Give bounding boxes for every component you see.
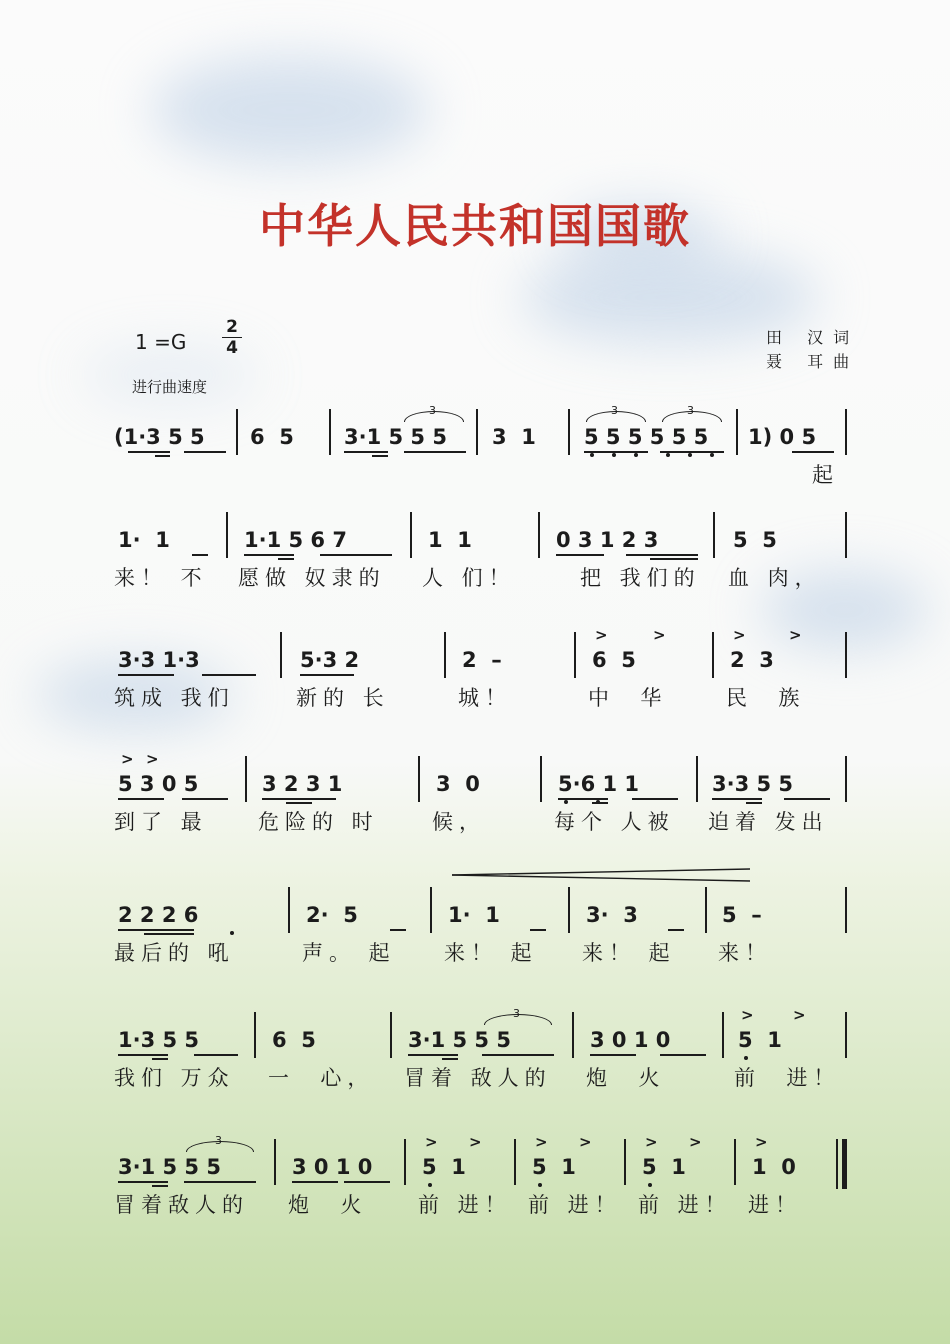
bar-line	[696, 756, 698, 802]
lyric-text: 血 肉，	[728, 566, 822, 590]
beam-underline	[144, 933, 194, 935]
measure-notes: 5 1	[422, 1155, 466, 1179]
measure-notes: 1· 1	[448, 903, 500, 927]
beam-underline	[118, 1181, 168, 1183]
measure-notes: 3 0 1 0	[590, 1028, 671, 1052]
accent-mark: >	[469, 1133, 482, 1151]
lyric-text: 来！	[718, 941, 772, 965]
lyric-text: 冒着 敌人的	[404, 1066, 552, 1090]
accent-mark: >	[689, 1133, 702, 1151]
octave-dot	[612, 453, 616, 457]
triplet-number: 3	[687, 404, 694, 417]
bar-line	[430, 887, 432, 933]
beam-underline	[746, 802, 762, 804]
bar-line	[280, 632, 282, 678]
measure-notes: 5 1	[532, 1155, 576, 1179]
octave-dot	[648, 1183, 652, 1187]
lyric-text: 来！ 起	[444, 941, 538, 965]
measure-notes: 2 3	[730, 648, 774, 672]
beam-underline	[442, 1058, 458, 1060]
beam-underline	[182, 798, 228, 800]
beam-underline	[244, 554, 294, 556]
final-bar-line	[842, 1139, 847, 1189]
time-signature-top: 2	[226, 317, 238, 337]
measure-notes: 3·1 5 5 5	[408, 1028, 511, 1052]
beam-underline	[118, 929, 194, 931]
bar-line	[288, 887, 290, 933]
measure-notes: 5·6 1 1	[558, 772, 640, 796]
beam-underline	[152, 1185, 168, 1187]
beam-underline	[404, 451, 466, 453]
triplet-number: 3	[611, 404, 618, 417]
song-title: 中华人民共和国国歌	[259, 199, 691, 253]
beam-underline	[372, 455, 388, 457]
measure-notes: 3 0	[436, 772, 480, 796]
beam-underline	[128, 451, 170, 453]
triplet-number: 3	[513, 1007, 520, 1020]
bar-line	[845, 887, 847, 933]
beam-underline	[660, 451, 724, 453]
beam-underline	[278, 558, 294, 560]
bar-line	[705, 887, 707, 933]
measure-notes: 3 2 3 1	[262, 772, 343, 796]
bar-line	[514, 1139, 516, 1185]
bar-line	[624, 1139, 626, 1185]
measure-notes: 2 2 2 6	[118, 903, 199, 927]
beam-underline	[632, 798, 678, 800]
beam-underline	[194, 1054, 238, 1056]
beam-underline	[118, 674, 174, 676]
lyric-text: 声。 起	[302, 941, 396, 965]
beam-underline	[626, 554, 698, 556]
measure-notes: 0 3 1 2 3	[556, 528, 659, 552]
beam-underline	[320, 554, 392, 556]
beam-underline	[300, 674, 354, 676]
measure-notes: 3· 3	[586, 903, 638, 927]
beam-underline	[152, 1058, 168, 1060]
bar-line	[418, 756, 420, 802]
octave-dot	[688, 453, 692, 457]
beam-underline	[556, 554, 604, 556]
lyric-text: 每个 人被	[554, 810, 675, 834]
beam-underline	[184, 451, 226, 453]
final-bar-line	[836, 1139, 838, 1189]
accent-mark: >	[146, 750, 159, 768]
bar-line	[274, 1139, 276, 1185]
lyric-text: 人 们！	[422, 566, 516, 590]
beam-underline	[118, 1054, 168, 1056]
bar-line	[236, 409, 238, 455]
octave-dot	[744, 1056, 748, 1060]
lyric-text: 到了 最	[114, 810, 208, 834]
accent-mark: >	[121, 750, 134, 768]
octave-dot	[634, 453, 638, 457]
measure-notes: 6 5	[250, 425, 294, 449]
beam-underline	[262, 798, 336, 800]
crescendo-hairpin	[452, 868, 752, 882]
bar-line	[574, 632, 576, 678]
beam-underline	[482, 1054, 554, 1056]
lyric-text: 最后的 吼	[114, 941, 235, 965]
lyric-text: 前 进！	[638, 1193, 732, 1217]
lyric-text: 来！ 不	[114, 566, 208, 590]
beam-underline	[344, 451, 388, 453]
accent-mark: >	[595, 626, 608, 644]
beam-underline	[408, 1054, 458, 1056]
measure-notes: 3·3 5 5	[712, 772, 794, 796]
accent-mark: >	[755, 1133, 768, 1151]
measure-notes: 1·1 5 6 7	[244, 528, 347, 552]
measure-notes: 1·3 5 5	[118, 1028, 200, 1052]
lyric-text: 候，	[432, 810, 486, 834]
measure-notes: 5 1	[738, 1028, 782, 1052]
lyric-text: 前 进！	[418, 1193, 512, 1217]
lyric-text: 一 心，	[268, 1066, 375, 1090]
bar-line	[734, 1139, 736, 1185]
bar-line	[568, 887, 570, 933]
lyric-text: 城！	[458, 686, 512, 710]
bar-line	[713, 512, 715, 558]
bar-line	[254, 1012, 256, 1058]
lyric-text: 民 族	[726, 686, 806, 710]
measure-notes: 5 5 5 5 5 5	[584, 425, 709, 449]
beam-underline	[530, 929, 546, 931]
bar-line	[540, 756, 542, 802]
bar-line	[568, 409, 570, 455]
lyric-text: 迫着 发出	[708, 810, 829, 834]
bar-line	[712, 632, 714, 678]
lyric-text: 愿做 奴隶的	[238, 566, 386, 590]
measure-notes: 3 1	[492, 425, 536, 449]
bar-line	[845, 1012, 847, 1058]
beam-underline	[712, 798, 762, 800]
beam-underline	[286, 802, 312, 804]
accent-mark: >	[793, 1006, 806, 1024]
beam-underline	[202, 674, 256, 676]
measure-notes: 1 1	[428, 528, 472, 552]
octave-dot	[538, 1183, 542, 1187]
bar-line	[845, 756, 847, 802]
measure-notes: 1· 1	[118, 528, 170, 552]
bar-line	[845, 632, 847, 678]
bar-line	[245, 756, 247, 802]
octave-dot	[666, 453, 670, 457]
bar-line	[572, 1012, 574, 1058]
octave-dot	[428, 1183, 432, 1187]
lyric-text: 炮 火	[288, 1193, 368, 1217]
bar-line	[226, 512, 228, 558]
triplet-number: 3	[215, 1134, 222, 1147]
time-signature	[222, 318, 242, 357]
beam-underline	[390, 929, 406, 931]
accent-mark: >	[733, 626, 746, 644]
bar-line	[845, 409, 847, 455]
lyric-text: 前 进！	[734, 1066, 841, 1090]
beam-underline	[660, 1054, 706, 1056]
bar-line	[390, 1012, 392, 1058]
octave-dot	[590, 453, 594, 457]
accent-mark: >	[645, 1133, 658, 1151]
beam-underline	[668, 929, 684, 931]
measure-notes: 6 5	[272, 1028, 316, 1052]
lyric-text: 筑成 我们	[114, 686, 235, 710]
bar-line	[722, 1012, 724, 1058]
accent-mark: >	[789, 626, 802, 644]
measure-notes: 1 0	[752, 1155, 796, 1179]
accent-mark: >	[425, 1133, 438, 1151]
bar-line	[736, 409, 738, 455]
beam-underline	[650, 558, 698, 560]
bar-line	[538, 512, 540, 558]
lyric-text: 进！	[748, 1193, 802, 1217]
beam-underline	[784, 798, 830, 800]
beam-underline	[292, 1181, 338, 1183]
accent-mark: >	[535, 1133, 548, 1151]
cloud-decoration	[150, 55, 430, 165]
beam-underline	[118, 798, 164, 800]
measure-notes: (1·3 5 5	[114, 425, 205, 449]
measure-notes: 5 5	[733, 528, 777, 552]
time-signature-bottom: 4	[226, 338, 238, 358]
lyric-text: 新的 长	[296, 686, 390, 710]
beam-underline	[584, 451, 648, 453]
bar-line	[410, 512, 412, 558]
tempo-marking: 进行曲速度	[132, 378, 208, 396]
lyric-text: 危险的 时	[258, 810, 379, 834]
lyric-text: 起	[812, 463, 839, 487]
beam-underline	[155, 455, 170, 457]
measure-notes: 5 1	[642, 1155, 686, 1179]
bar-line	[444, 632, 446, 678]
accent-mark: >	[741, 1006, 754, 1024]
measure-notes: 6 5	[592, 648, 636, 672]
bar-line	[845, 512, 847, 558]
lyric-text: 炮 火	[586, 1066, 666, 1090]
lyric-text: 中 华	[588, 686, 668, 710]
bar-line	[404, 1139, 406, 1185]
measure-notes: 5 –	[722, 903, 762, 927]
lyric-text: 来！ 起	[582, 941, 676, 965]
beam-underline	[590, 1054, 636, 1056]
measure-notes: 1) 0 5	[748, 425, 817, 449]
triplet-number: 3	[429, 404, 436, 417]
octave-dot	[564, 800, 568, 804]
octave-dot	[710, 453, 714, 457]
octave-dot	[230, 931, 234, 935]
bar-line	[329, 409, 331, 455]
composer-credit: 聂 耳曲	[766, 352, 860, 371]
bar-line	[476, 409, 478, 455]
measure-notes: 3·1 5 5 5	[118, 1155, 221, 1179]
octave-dot	[596, 800, 600, 804]
measure-notes: 3 0 1 0	[292, 1155, 373, 1179]
lyric-text: 我们 万众	[114, 1066, 235, 1090]
measure-notes: 5 3 0 5	[118, 772, 199, 796]
beam-underline	[192, 554, 208, 556]
measure-notes: 3·3 1·3	[118, 648, 200, 672]
measure-notes: 2 –	[462, 648, 502, 672]
lyric-text: 前 进！	[528, 1193, 622, 1217]
lyric-text: 把 我们的	[580, 566, 701, 590]
beam-underline	[792, 451, 834, 453]
lyricist-credit: 田 汉词	[766, 328, 860, 347]
measure-notes: 5·3 2	[300, 648, 360, 672]
credits	[766, 326, 859, 374]
accent-mark: >	[653, 626, 666, 644]
key-signature: 1 =G	[135, 330, 187, 354]
measure-notes: 3·1 5 5 5	[344, 425, 447, 449]
measure-notes: 2· 5	[306, 903, 358, 927]
beam-underline	[184, 1181, 256, 1183]
beam-underline	[592, 802, 608, 804]
lyric-text: 冒着敌人的	[114, 1193, 249, 1217]
accent-mark: >	[579, 1133, 592, 1151]
beam-underline	[344, 1181, 390, 1183]
